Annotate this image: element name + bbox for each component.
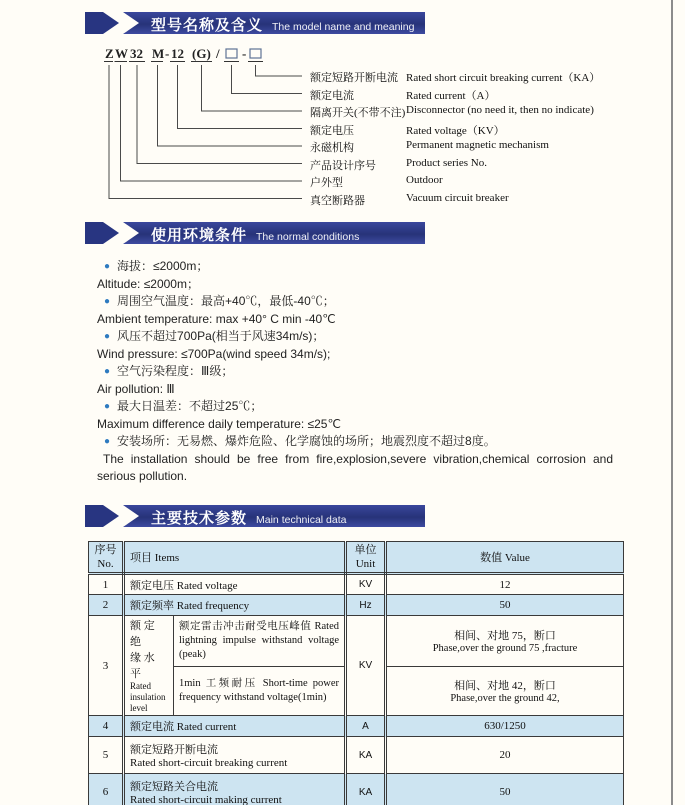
group-zh-line: 缘 水 平 xyxy=(130,652,155,680)
env-item-zh xyxy=(97,433,613,451)
group-en-line: level xyxy=(130,703,148,713)
model-explanation-row xyxy=(310,157,487,173)
table-header-row xyxy=(89,542,624,574)
model-explanation-row xyxy=(310,192,509,208)
explanation-zh: 永磁机构 xyxy=(310,142,354,154)
explanation-en: Vacuum circuit breaker xyxy=(406,191,509,204)
env-zh-text: 风压不超过700Pa(相当于风速34m/s)； xyxy=(117,329,325,343)
value-zh: 相间、对地 75，断口 xyxy=(454,630,556,643)
item-zh: 额定短路开断电流 xyxy=(130,744,218,756)
section2-title-en: The normal conditions xyxy=(256,231,360,243)
header-unit xyxy=(346,542,386,574)
cell-item: 额定电压 Rated voltage xyxy=(124,574,346,595)
explanation-en: Permanent magnetic mechanism xyxy=(406,139,549,151)
section3-title-zh: 主要技术参数 xyxy=(151,510,248,527)
cell-item xyxy=(124,774,346,805)
table-row xyxy=(89,737,624,774)
item-zh: 额定短路关合电流 xyxy=(130,781,218,793)
cell-unit: KA xyxy=(346,737,386,774)
cell-unit: KV xyxy=(346,574,386,595)
explanation-zh: 产品设计序号 xyxy=(310,159,376,172)
bullet-icon: ● xyxy=(104,331,111,342)
banner-arrow-icon xyxy=(85,222,119,244)
env-item-zh xyxy=(97,258,613,276)
banner-arrow-icon xyxy=(85,12,119,34)
env-item-zh xyxy=(97,363,613,381)
item-en: Rated short-circuit breaking current xyxy=(130,757,288,769)
env-item-en: Ambient temperature: max +40° C min -40℃ xyxy=(97,312,336,326)
env-item-en: Altitude: ≤2000m； xyxy=(97,277,199,291)
table-row xyxy=(89,595,624,616)
env-zh-text: 海拔：≤2000m； xyxy=(117,259,209,273)
env-item-en: Wind pressure: ≤700Pa(wind speed 34m/s); xyxy=(97,347,331,361)
explanation-en: Outdoor xyxy=(406,174,443,186)
explanation-en: Rated current（A） xyxy=(406,89,496,102)
cell-no: 2 xyxy=(89,595,124,616)
env-zh-text: 周围空气温度：最高+40℃，最低-40℃； xyxy=(117,294,335,308)
cell-sub-item: 额定雷击冲击耐受电压峰值 Rated lightning impulse withstand voltage (peak) xyxy=(174,616,346,667)
cell-value xyxy=(386,616,624,667)
cell-no: 3 xyxy=(89,616,124,716)
model-explanation-row xyxy=(310,87,496,103)
bullet-icon: ● xyxy=(104,401,111,412)
value-en: Phase,over the ground 75 ,fracture xyxy=(432,643,578,655)
table-row xyxy=(89,716,624,737)
technical-data-table xyxy=(88,541,624,805)
model-explanation-row xyxy=(310,122,505,138)
cell-value: 12 xyxy=(386,574,624,595)
header-unit-en: Unit xyxy=(355,558,376,570)
model-seg-12: 12 xyxy=(171,46,184,61)
env-zh-text: 最大日温差：不超过25℃； xyxy=(117,399,263,413)
model-explanation-row xyxy=(310,139,549,155)
item-en: Rated short-circuit making current xyxy=(130,794,282,805)
model-box-icon xyxy=(250,49,261,58)
cell-value: 20 xyxy=(386,737,624,774)
env-item-zh xyxy=(97,398,613,416)
model-seg-slash: / xyxy=(216,46,220,61)
cell-item: 额定电流 Rated current xyxy=(124,716,346,737)
model-code-diagram xyxy=(0,46,685,218)
cell-item-group xyxy=(124,616,174,716)
explanation-en: Product series No. xyxy=(406,156,487,169)
value-zh: 相间、对地 42，断口 xyxy=(454,680,556,693)
model-explanation-row xyxy=(310,69,600,85)
bullet-icon: ● xyxy=(104,436,111,447)
env-item-en: The installation should be free from fire,explosion,severe vibration,chemical corrosion and serious pollution. xyxy=(97,452,613,483)
section1-title-en: The model name and meaning xyxy=(272,21,415,33)
explanation-zh: 隔离开关(不带不注) xyxy=(310,107,406,119)
explanation-en: Disconnector (no need it, then no indicate) xyxy=(406,104,594,116)
section2-banner xyxy=(85,222,425,244)
explanation-zh: 额定电压 xyxy=(310,124,354,137)
group-zh-line: 额 定 绝 xyxy=(130,620,155,648)
model-seg-dash2: - xyxy=(242,46,247,61)
explanation-en: Rated short circuit breaking current（KA） xyxy=(406,72,601,84)
header-no-en: No. xyxy=(97,558,114,570)
bullet-icon: ● xyxy=(104,366,111,377)
model-seg-g: (G) xyxy=(192,46,211,61)
group-en-line: insulation xyxy=(130,692,166,702)
value-en: Phase,over the ground 42, xyxy=(450,693,560,705)
header-items: 项目 Items xyxy=(124,542,346,574)
header-unit-zh: 单位 xyxy=(354,544,377,556)
table-row xyxy=(89,574,624,595)
cell-no: 5 xyxy=(89,737,124,774)
header-no-zh: 序号 xyxy=(94,544,117,556)
env-zh-text: 空气污染程度：Ⅲ级； xyxy=(117,364,234,378)
cell-no: 6 xyxy=(89,774,124,805)
section2-title-zh: 使用环境条件 xyxy=(151,227,248,244)
environment-conditions-list xyxy=(97,258,613,485)
explanation-zh: 额定短路开断电流 xyxy=(310,72,398,84)
cell-item xyxy=(124,737,346,774)
bullet-icon: ● xyxy=(104,261,111,272)
model-seg-m: M xyxy=(152,46,165,61)
cell-unit: Hz xyxy=(346,595,386,616)
header-no xyxy=(89,542,124,574)
cell-unit: KA xyxy=(346,774,386,805)
env-item-zh xyxy=(97,293,613,311)
model-seg-z: Z xyxy=(105,46,114,61)
cell-value: 630/1250 xyxy=(386,716,624,737)
bullet-icon: ● xyxy=(104,296,111,307)
env-zh-text: 安装场所：无易燃、爆炸危险、化学腐蚀的场所；地震烈度不超过8度。 xyxy=(117,434,496,448)
section1-banner xyxy=(85,12,425,34)
section3-title-en: Main technical data xyxy=(256,514,347,526)
cell-item: 额定频率 Rated frequency xyxy=(124,595,346,616)
table-row xyxy=(89,774,624,805)
section3-banner xyxy=(85,505,425,527)
model-explanation-row xyxy=(310,174,443,190)
explanation-zh: 户外型 xyxy=(310,177,343,189)
explanation-zh: 真空断路器 xyxy=(310,194,365,207)
section1-title-zh: 型号名称及含义 xyxy=(151,17,264,34)
env-item-zh xyxy=(97,328,613,346)
env-item-en: Maximum difference daily temperature: ≤25℃ xyxy=(97,417,341,431)
cell-value xyxy=(386,666,624,715)
cell-unit: A xyxy=(346,716,386,737)
cell-no: 4 xyxy=(89,716,124,737)
table-row xyxy=(89,616,624,667)
cell-sub-item: 1min 工频耐压 Short-time power frequency withstand voltage(1min) xyxy=(174,666,346,715)
model-seg-w: W xyxy=(115,46,128,61)
banner-arrow-icon xyxy=(85,505,119,527)
group-en-line: Rated xyxy=(130,681,151,691)
env-item-en: Air pollution: Ⅲ xyxy=(97,382,175,396)
model-box-icon xyxy=(226,49,237,58)
cell-no: 1 xyxy=(89,574,124,595)
cell-value: 50 xyxy=(386,595,624,616)
model-seg-dash1: - xyxy=(165,46,170,61)
model-seg-32: 32 xyxy=(130,46,143,61)
cell-value: 50 xyxy=(386,774,624,805)
cell-unit: KV xyxy=(346,616,386,716)
explanation-zh: 额定电流 xyxy=(310,89,354,102)
explanation-en: Rated voltage（KV） xyxy=(406,124,505,137)
model-explanation-row xyxy=(310,104,594,120)
header-value: 数值 Value xyxy=(386,542,624,574)
